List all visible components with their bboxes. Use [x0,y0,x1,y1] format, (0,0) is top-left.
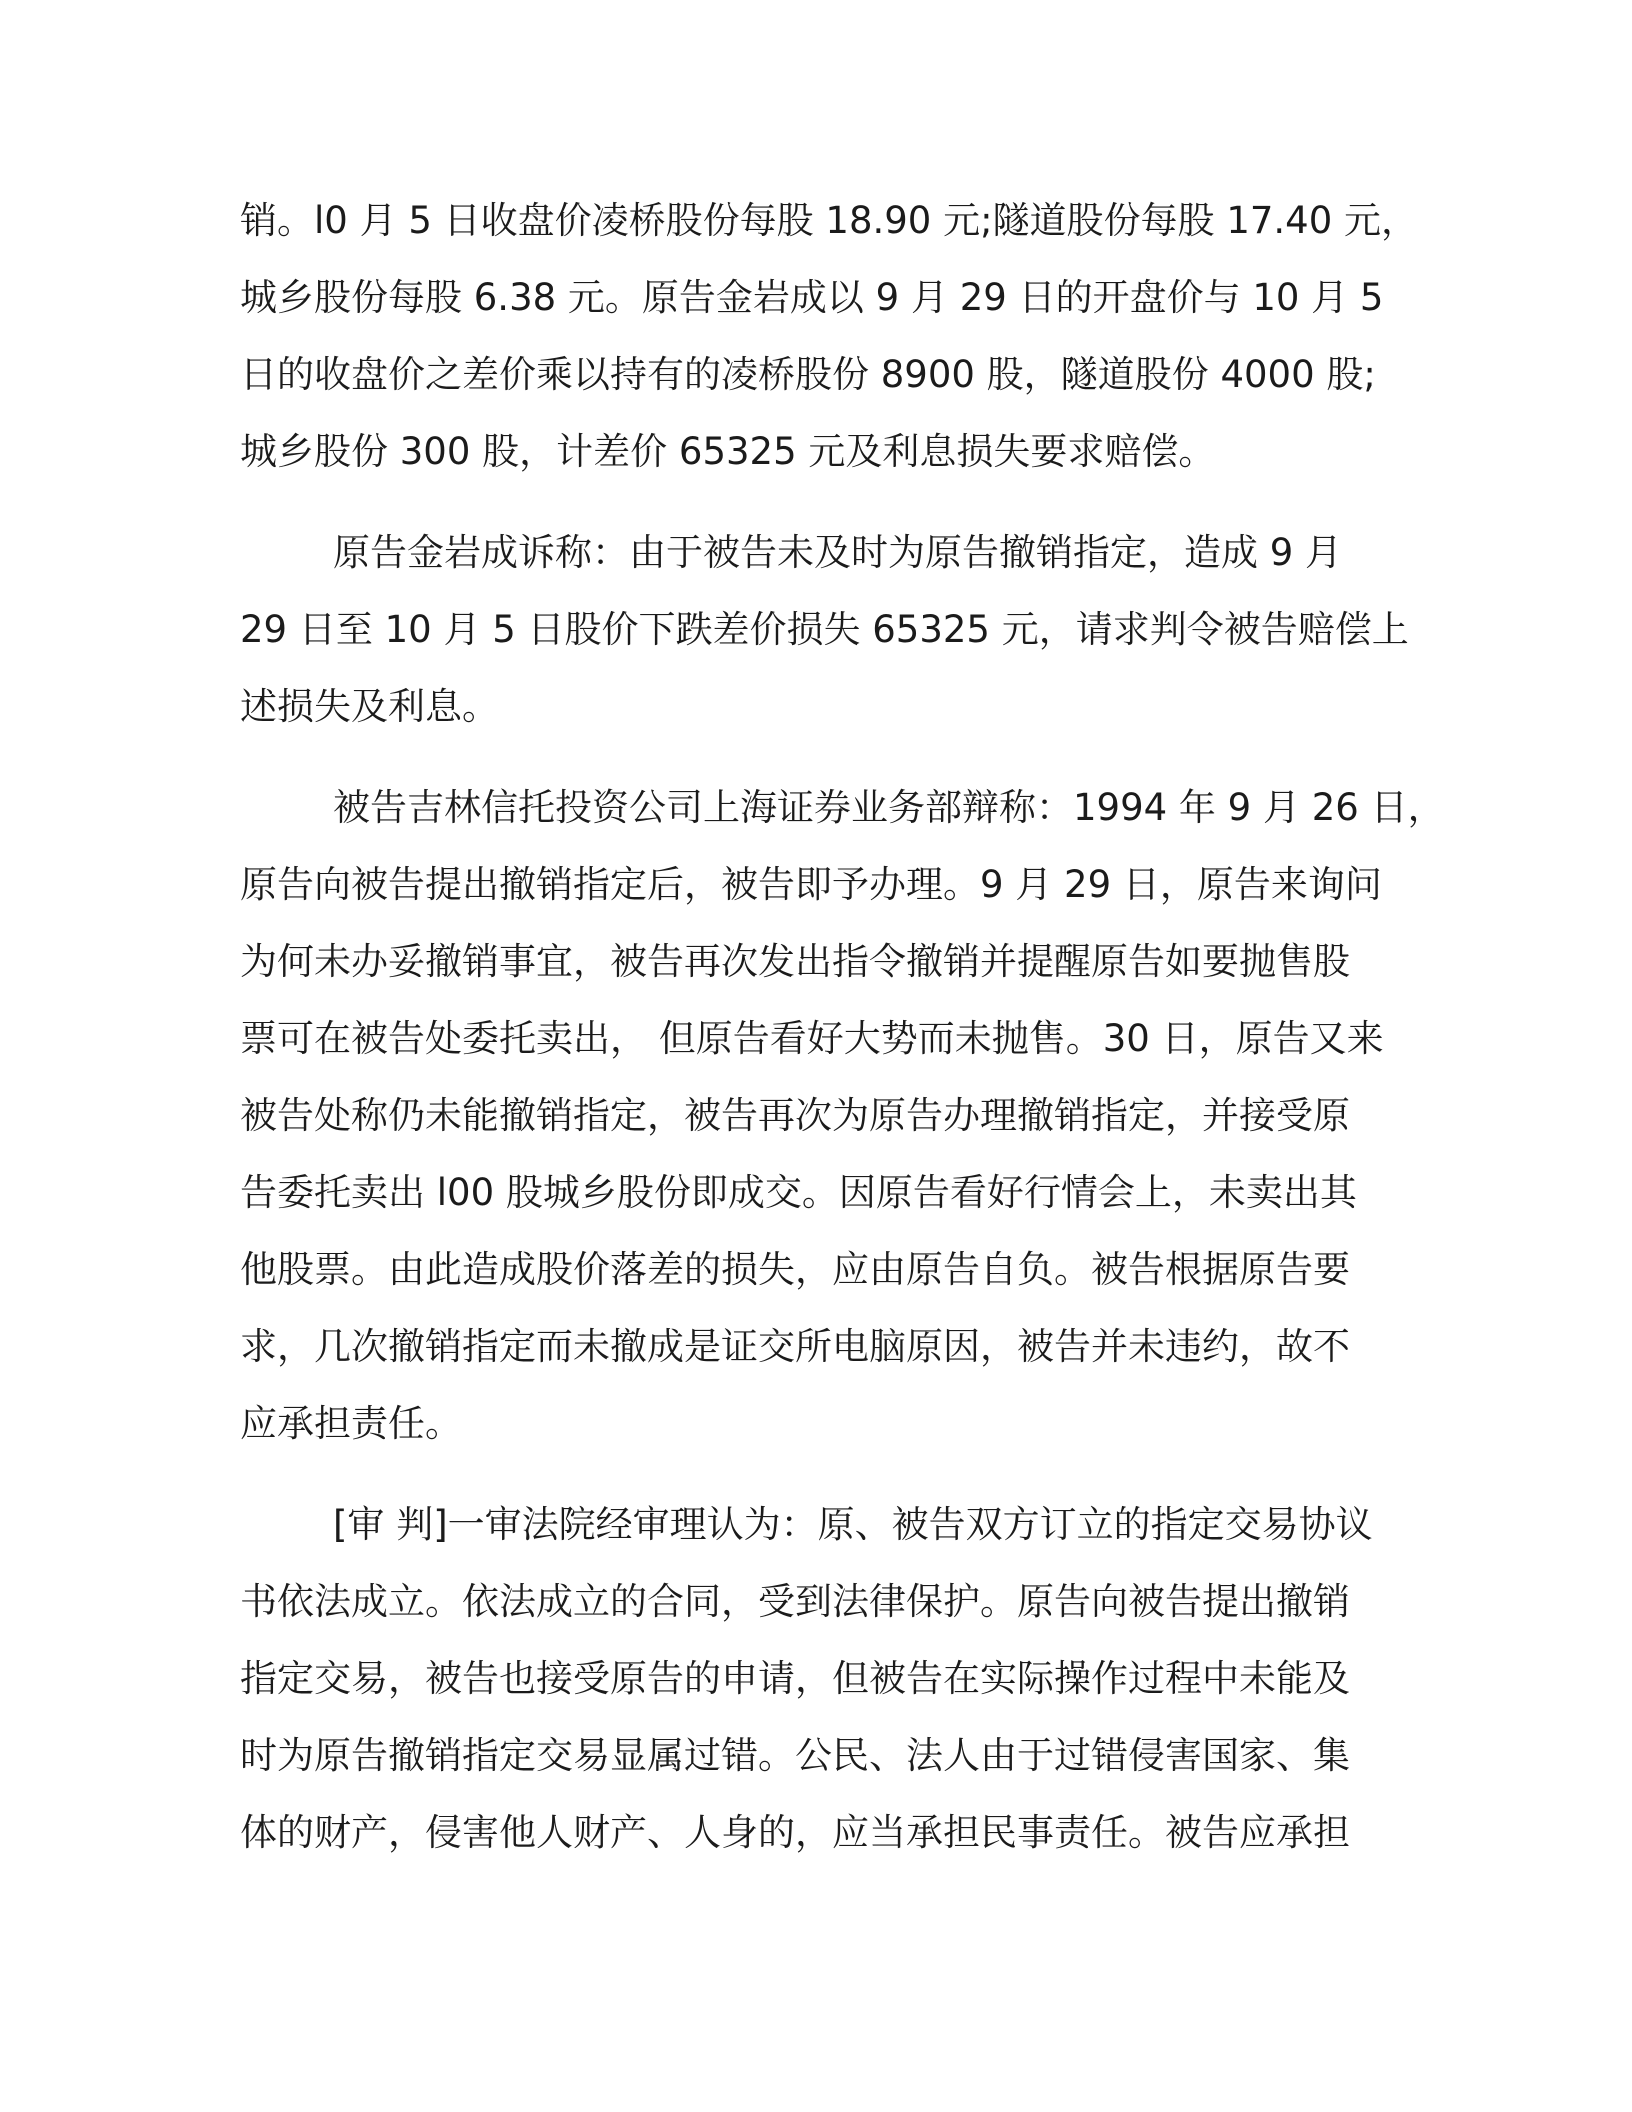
paragraph-4-line-5: 体的财产，侵害他人财产、人身的，应当承担民事责任。被告应承担 [240,1811,1350,1854]
paragraph-2-line-1: 原告金岩成诉称：由于被告未及时为原告撤销指定，造成 9 月 [333,531,1343,574]
paragraph-3-line-7: 他股票。由此造成股价落差的损失，应由原告自负。被告根据原告要 [240,1248,1350,1291]
paragraph-judgment [240,1486,1570,1871]
paragraph-2-line-3: 述损失及利息。 [240,685,499,728]
paragraph-4-line-1: [审 判]一审法院经审理认为：原、被告双方订立的指定交易协议 [333,1503,1373,1546]
paragraph-1-line-2: 城乡股份每股 6.38 元。原告金岩成以 9 月 29 日的开盘价与 10 月 5 [240,276,1384,319]
paragraph-3-line-4: 票可在被告处委托卖出， 但原告看好大势而未抛售。30 日，原告又来 [240,1017,1384,1060]
paragraph-3-line-6: 告委托卖出 l00 股城乡股份即成交。因原告看好行情会上，未卖出其 [240,1171,1357,1214]
paragraph-1-line-1: 销。l0 月 5 日收盘价凌桥股份每股 18.90 元;隧道股份每股 17.40 元， [240,199,1419,242]
paragraph-defendant-defense [240,769,1570,1462]
paragraph-2-line-2: 29 日至 10 月 5 日股价下跌差价损失 65325 元，请求判令被告赔偿上 [240,608,1409,651]
paragraph-4-line-3: 指定交易，被告也接受原告的申请，但被告在实际操作过程中未能及 [240,1657,1350,1700]
paragraph-3-line-2: 原告向被告提出撤销指定后，被告即予办理。9 月 29 日，原告来询问 [240,863,1382,906]
paragraph-3-line-3: 为何未办妥撤销事宜，被告再次发出指令撤销并提醒原告如要抛售股 [240,940,1350,983]
paragraph-facts-continuation [240,182,1570,490]
paragraph-1-line-4: 城乡股份 300 股，计差价 65325 元及利息损失要求赔偿。 [240,430,1216,473]
paragraph-3-line-9: 应承担责任。 [240,1402,462,1445]
paragraph-3-line-8: 求，几次撤销指定而未撤成是证交所电脑原因，被告并未违约，故不 [240,1325,1350,1368]
paragraph-3-line-5: 被告处称仍未能撤销指定，被告再次为原告办理撤销指定，并接受原 [240,1094,1350,1137]
paragraph-3-line-1: 被告吉林信托投资公司上海证券业务部辩称：1994 年 9 月 26 日， [333,786,1445,829]
paragraph-4-line-2: 书依法成立。依法成立的合同，受到法律保护。原告向被告提出撤销 [240,1580,1350,1623]
document-body [240,182,1570,1895]
paragraph-4-line-4: 时为原告撤销指定交易显属过错。公民、法人由于过错侵害国家、集 [240,1734,1350,1777]
paragraph-1-line-3: 日的收盘价之差价乘以持有的凌桥股份 8900 股，隧道股份 4000 股; [240,353,1376,396]
paragraph-plaintiff-claim [240,514,1570,745]
